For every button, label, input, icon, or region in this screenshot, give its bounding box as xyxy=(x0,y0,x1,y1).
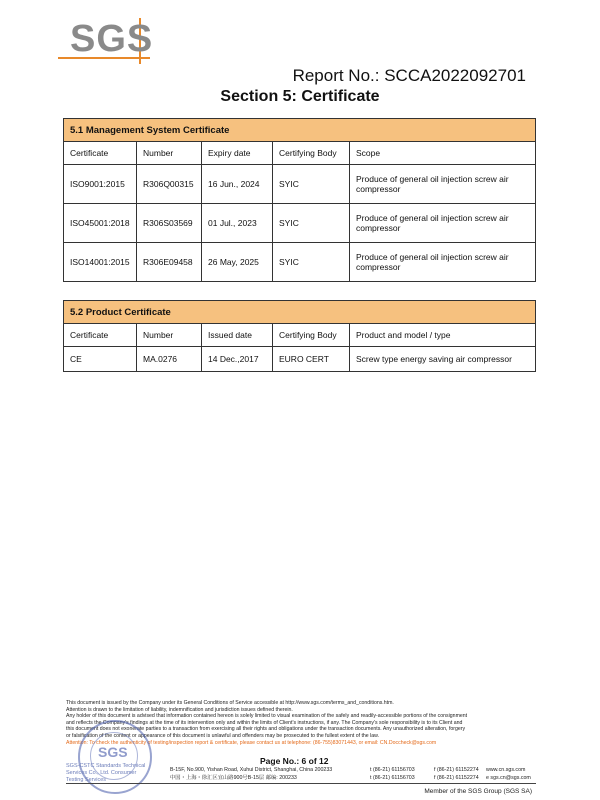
table-cell: R306E09458 xyxy=(137,243,202,282)
page-number: Page No.: 6 of 12 xyxy=(260,756,329,766)
disclaimer-line: this document does not exonerate parties to a transaction from exercising all their rights and obligations under the transaction documents. Any unauthorized alteration, forgery xyxy=(66,726,466,733)
column-header: Number xyxy=(137,142,202,165)
fax: f (86-21) 61152274 xyxy=(434,767,479,773)
table-cell: ISO45001:2018 xyxy=(64,204,137,243)
telephone: t (86-21) 61156703 xyxy=(370,775,415,781)
telephone: t (86-21) 61156703 xyxy=(370,767,415,773)
section-title: Section 5: Certificate xyxy=(220,88,380,105)
table-row xyxy=(64,347,536,372)
column-header: Number xyxy=(137,324,202,347)
product-certificate-table xyxy=(63,300,536,372)
web-block xyxy=(486,766,531,782)
column-header: Product and model / type xyxy=(350,324,536,347)
fax: f (86-21) 61152274 xyxy=(434,775,479,781)
column-header: Scope xyxy=(350,142,536,165)
table-cell: R306Q00315 xyxy=(137,165,202,204)
report-number: Report No.: SCCA2022092701 xyxy=(292,66,526,85)
management-certificate-table xyxy=(63,118,536,282)
footer-divider xyxy=(66,783,536,784)
table-cell: ISO14001:2015 xyxy=(64,243,137,282)
table-row xyxy=(64,204,536,243)
logo-text: SGS xyxy=(70,18,154,60)
disclaimer-line: and reflects the Company's findings at the time of its intervention only and within the limits of Client's instructions, if any. The Company's sole responsibility is to its Client and xyxy=(66,719,463,726)
table-cell: SYIC xyxy=(273,165,350,204)
table-row xyxy=(64,165,536,204)
member-line: Member of the SGS Group (SGS SA) xyxy=(424,788,532,795)
table-cell: 16 Jun., 2024 xyxy=(202,165,273,204)
table-title: 5.2 Product Certificate xyxy=(64,301,536,324)
table-cell: SYIC xyxy=(273,204,350,243)
column-header: Expiry date xyxy=(202,142,273,165)
table-cell: Produce of general oil injection screw air compressor xyxy=(350,243,536,282)
disclaimer-line: or falsification of the content or appearance of this document is unlawful and offenders may be prosecuted to the fullest extent of the law. xyxy=(66,732,380,739)
stamp-text: SGS xyxy=(98,744,128,760)
column-header: Certificate xyxy=(64,142,137,165)
table-title: 5.1 Management System Certificate xyxy=(64,119,536,142)
column-header: Certifying Body xyxy=(273,142,350,165)
disclaimer-line: Attention is drawn to the limitation of liability, indemnification and jurisdiction issues defined therein. xyxy=(66,706,293,713)
table-cell: 14 Dec.,2017 xyxy=(202,347,273,372)
table-cell: R306S03569 xyxy=(137,204,202,243)
table-cell: 01 Jul., 2023 xyxy=(202,204,273,243)
column-header: Issued date xyxy=(202,324,273,347)
table-cell: Screw type energy saving air compressor xyxy=(350,347,536,372)
attention-line: Attention: To check the authenticity of testing/inspection report & certificate, please contact us at telephone: (86-755)83071443, or email: CN.Doccheck@sgs.com xyxy=(66,739,437,746)
telephone-block xyxy=(370,766,415,782)
table-cell: 26 May, 2025 xyxy=(202,243,273,282)
address-english: B-15F, No.900, Yishan Road, Xuhui District, Shanghai, China 200233 xyxy=(170,767,333,773)
disclaimer-line: This document is issued by the Company under its General Conditions of Service accessible at http://www.sgs.com/terms_and_conditions.htm. xyxy=(66,700,394,706)
stamp-company-name: SGS-CSTC Standards Technical Services Co., Ltd. Consumer Testing Services xyxy=(66,763,146,783)
address-chinese: 中国・上海・徐汇区宜山路900号B-15层 邮编: 200233 xyxy=(170,775,297,781)
table-row xyxy=(64,243,536,282)
address-block xyxy=(170,766,332,782)
email: e sgs.cn@sgs.com xyxy=(486,775,531,781)
disclaimer-line: Any holder of this document is advised that information contained hereon is solely limited to visual examination of the safely and readily-accessible portions of the consignment xyxy=(66,713,468,720)
table-cell: SYIC xyxy=(273,243,350,282)
table-cell: MA.0276 xyxy=(137,347,202,372)
website: www.cn.sgs.com xyxy=(486,767,526,773)
table-cell: Produce of general oil injection screw air compressor xyxy=(350,204,536,243)
fax-block xyxy=(434,766,479,782)
table-cell: EURO CERT xyxy=(273,347,350,372)
column-header: Certifying Body xyxy=(273,324,350,347)
table-cell: ISO9001:2015 xyxy=(64,165,137,204)
table-cell: Produce of general oil injection screw air compressor xyxy=(350,165,536,204)
column-header: Certificate xyxy=(64,324,137,347)
table-cell: CE xyxy=(64,347,137,372)
